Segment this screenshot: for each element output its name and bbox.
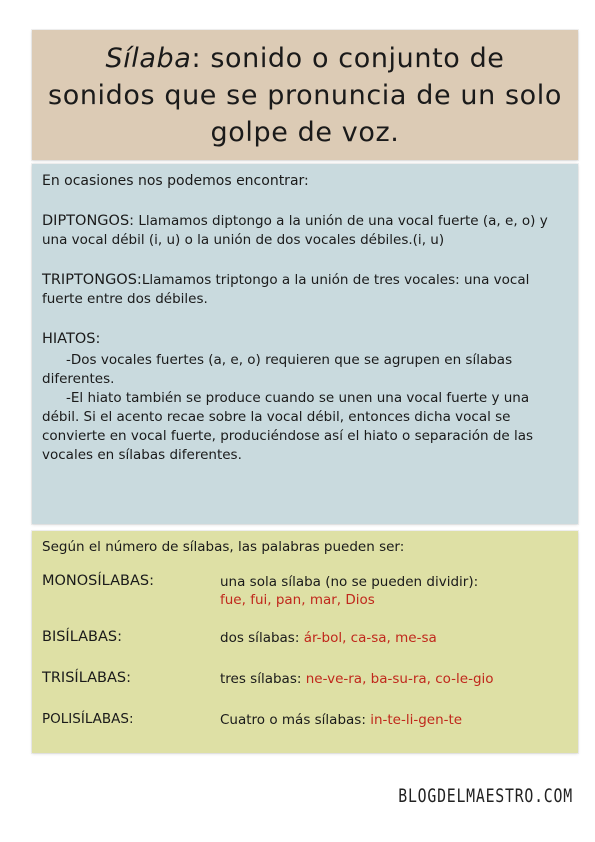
word-type-examples: in-te-li-gen-te [370, 712, 463, 728]
title-term: Sílaba [105, 42, 192, 74]
word-type-row-polisilabas [42, 711, 566, 729]
page-title [32, 40, 578, 151]
triptongos-label: TRIPTONGOS: [42, 272, 142, 288]
word-type-term: BISÍLABAS: [42, 629, 122, 645]
diphthongs-card [32, 164, 578, 524]
hiatos-item [42, 351, 560, 389]
title-definition: : sonido o conjunto de sonidos que se pronuncia de un solo golpe de voz. [48, 42, 562, 148]
diphthongs-intro: En ocasiones nos podemos encontrar: [42, 173, 309, 189]
word-type-desc-text: dos sílabas: [220, 630, 304, 646]
word-types-intro: Según el número de sílabas, las palabras pueden ser: [42, 539, 405, 555]
diptongos-label: DIPTONGOS: [42, 213, 135, 229]
hiatos-item-text: -El hiato también se produce cuando se unen una vocal fuerte y una débil. Si el acento recae sobre la vocal débil, entonces dicha vocal se convierte en vocal fuerte, produciéndose así el hiato o separación de las vocales en sílabas diferentes. [42, 390, 534, 463]
word-type-term: POLISÍLABAS: [42, 711, 134, 727]
title-card [32, 30, 578, 160]
word-type-term: TRISÍLABAS: [42, 670, 131, 686]
word-type-examples: fue, fui, pan, mar, Dios [220, 592, 375, 608]
word-type-examples: ár-bol, ca-sa, me-sa [303, 630, 437, 646]
word-type-row-trisilabas [42, 670, 566, 688]
word-type-row-monosilabas [42, 573, 566, 609]
word-types-card [32, 531, 578, 753]
triptongos-definition [42, 271, 560, 309]
word-type-term: MONOSÍLABAS: [42, 573, 154, 589]
triptongos-text: Llamamos triptongo a la unión de tres vocales: una vocal fuerte entre dos débiles. [42, 272, 530, 307]
word-type-desc-text: Cuatro o más sílabas: [220, 712, 371, 728]
word-type-description [220, 711, 462, 729]
diptongos-definition [42, 212, 560, 250]
hiatos-item-text: -Dos vocales fuertes (a, e, o) requieren que se agrupen en sílabas diferentes. [42, 352, 513, 387]
word-type-desc-text: una sola sílaba (no se pueden dividir): [220, 574, 479, 590]
word-type-description [220, 629, 437, 647]
word-type-description [220, 573, 478, 609]
word-type-row-bisilabas [42, 629, 566, 647]
word-type-description [220, 670, 494, 688]
word-type-examples: ne-ve-ra, ba-su-ra, co-le-gio [305, 671, 494, 687]
hiatos-item [42, 389, 560, 465]
word-type-desc-text: tres sílabas: [220, 671, 306, 687]
hiatos-label: HIATOS: [42, 331, 101, 347]
site-watermark: BLOGDELMAESTRO.COM [398, 785, 573, 807]
diptongos-text: Llamamos diptongo a la unión de una vocal fuerte (a, e, o) y una vocal débil (i, u) o la unión de dos vocales débiles.(i, u) [42, 213, 548, 248]
